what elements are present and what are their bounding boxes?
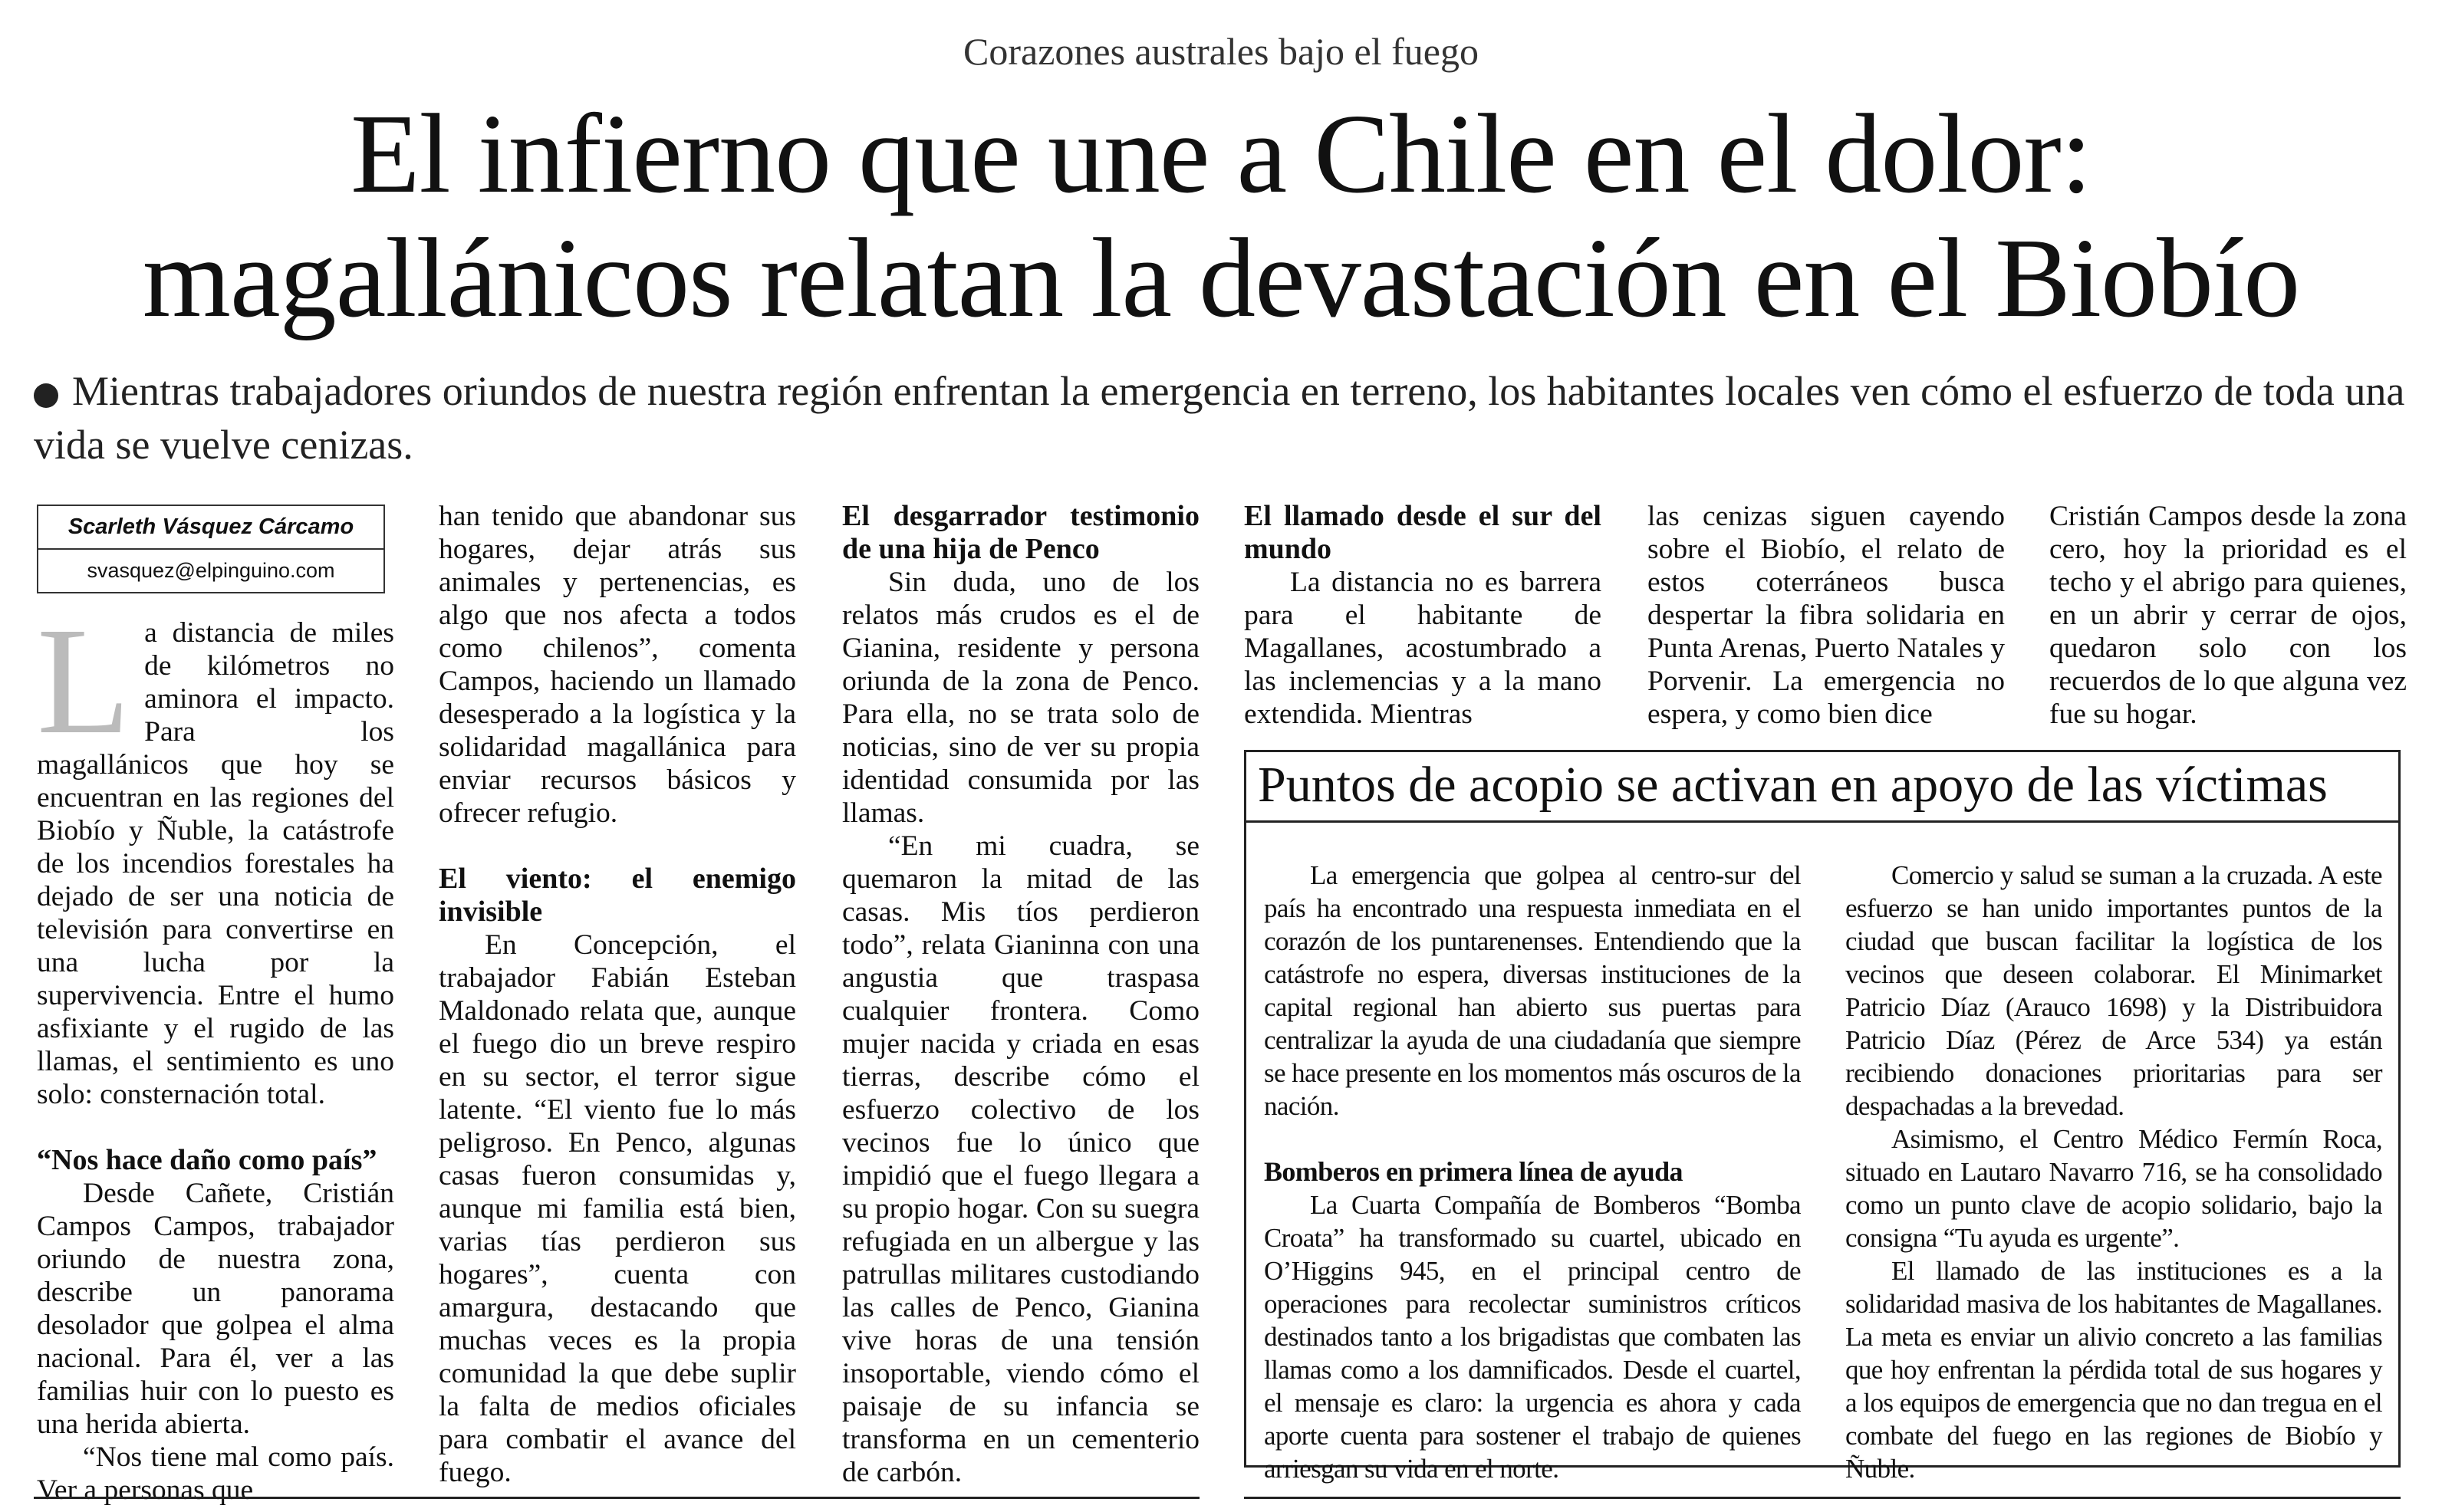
article-column-3 <box>842 500 1200 1489</box>
bullet-icon <box>34 383 58 408</box>
paragraph: “En mi cuadra, se quemaron la mitad de las casas. Mis tíos perdieron todo”, relata Gianinna con una angustia que traspasa cualquier frontera. Como mujer nacida y criada en esas tierras, describe cómo el esfuerzo colectivo de los vecinos fue lo único que impidió que el fuego llegara a su propio hogar. Con su suegra refugiada en un albergue y las patrullas militares custodiando las calles de Penco, Gianina vive horas de una tensión insoportable, viendo cómo el paisaje de su infancia se transforma en un cementerio de carbón. <box>842 830 1200 1488</box>
subheading-bomberos: Bomberos en primera línea de ayuda <box>1264 1156 1683 1187</box>
paragraph: La Cuarta Compañía de Bomberos “Bomba Croata” ha transformado su cuartel, ubicado en O’Higgins 945, en el principal centro de operaciones para recolectar suministros críticos destinados tanto a los brigadistas que combaten las llamas como a los damnificados. Desde el cuartel, el mensaje es claro: la urgencia es ahora y cada aporte cuenta para sostener el trabajo de quienes arriesgan su vida en el norte. <box>1264 1190 1801 1484</box>
article-column-4 <box>1244 500 1601 731</box>
paragraph: Sin duda, uno de los relatos más crudos es el de Gianina, residente y persona oriunda de la zona de Penco. Para ella, no se trata solo de noticias, sino de ver su propia identidad consumida por las llamas. <box>842 567 1200 829</box>
paragraph: La emergencia que golpea al centro-sur del país ha encontrado una respuesta inmediata en el corazón de los puntarenenses. Entendiendo que la catástrofe no espera, diversas instituciones de la capital regional han abierto sus puertas para centralizar la ayuda de una ciudadanía que siempre se hace presente en los momentos más oscuros de la nación. <box>1264 860 1801 1121</box>
drop-cap: L <box>37 597 131 766</box>
lead-paragraph: a distancia de miles de kilómetros no aminora el impacto. Para los magallánicos que hoy se encuentran en las regiones del Biobío y Ñuble, la catástrofe de los incendios forestales ha dejado de ser una noticia de televisión para convertirse en una lucha por la supervivencia. Entre el humo asfixiante y el rugido de las llamas, el sentimiento es uno solo: consternación total. <box>37 617 394 1110</box>
deck-text: Mientras trabajadores oriundos de nuestra región enfrentan la emergencia en terreno, los habitantes locales ven cómo el esfuerzo de toda una vida se vuelve cenizas. <box>34 368 2405 468</box>
paragraph: Cristián Campos desde la zona cero, hoy la prioridad es el techo y el abrigo para quienes, en un abrir y cerrar de ojos, quedaron solo con los recuerdos de lo que alguna vez fue su hogar. <box>2049 501 2407 730</box>
divider <box>1244 1497 2401 1499</box>
paragraph: En Concepción, el trabajador Fabián Esteban Maldonado relata que, aunque el fuego dio un breve respiro en su sector, el terror sigue latente. “El viento fue lo más peligroso. En Penco, algunas casas fueron consumidas y, aunque mi familia está bien, varias tías perdieron sus hogares”, cuenta con amargura, destacando que muchas veces es la propia comunidad la que debe suplir la falta de medios oficiales para combatir el avance del fuego. <box>439 929 796 1488</box>
paragraph: Comercio y salud se suman a la cruzada. A este esfuerzo se han unido importantes puntos de la ciudad que buscan facilitar la logística de los vecinos que deseen colaborar. El Minimarket Patricio Díaz (Arauco 1698) y la Distribuidora Patricio Díaz (Pérez de Arce 534) ya están recibiendo donaciones prioritarias para ser despachadas a la brevedad. <box>1845 860 2382 1121</box>
byline-email: svasquez@elpinguino.com <box>87 559 335 582</box>
deck <box>34 364 2411 472</box>
paragraph: han tenido que abandonar sus hogares, dejar atrás sus animales y pertenencias, es algo que nos afecta a todos como chilenos”, comenta Campos, haciendo un llamado desesperado a la logística y la solidaridad magallánica para enviar recursos básicos y ofrecer refugio. <box>439 501 796 829</box>
paragraph: La distancia no es barrera para el habitante de Magallanes, acostumbrado a las inclemencias y a la mano extendida. Mientras <box>1244 567 1601 730</box>
subheading-testimonio: El desgarrador testimonio de una hija de Penco <box>842 500 1200 565</box>
sidebar-box-title: Puntos de acopio se activan en apoyo de las víctimas <box>1258 757 2328 813</box>
headline-line-2: magallánicos relatan la devastación en el Biobío <box>142 215 2300 341</box>
divider <box>34 1497 1200 1499</box>
subheading-el-viento: El viento: el enemigo invisible <box>439 863 796 928</box>
article-column-2 <box>439 500 796 1489</box>
article-column-6 <box>2049 500 2407 731</box>
subheading-nos-hace-dano: “Nos hace daño como país” <box>37 1144 377 1176</box>
subheading-llamado: El llamado desde el sur del mundo <box>1244 500 1601 565</box>
sidebar-column-right <box>1845 859 2382 1485</box>
headline <box>46 92 2396 340</box>
section-kicker: Corazones australes bajo el fuego <box>963 30 1479 73</box>
paragraph: “Nos tiene mal como país. Ver a personas que <box>37 1441 394 1506</box>
byline <box>37 505 385 593</box>
paragraph: El llamado de las instituciones es a la solidaridad masiva de los habitantes de Magallanes. La meta es enviar un alivio concreto a las familias que hoy enfrentan la pérdida total de sus hogares y a los equipos de emergencia que no dan tregua en el combate del fuego en las regiones de Biobío y Ñuble. <box>1845 1256 2382 1484</box>
article-column-1 <box>37 505 394 1507</box>
byline-author: Scarleth Vásquez Cárcamo <box>38 506 383 550</box>
paragraph: Asimismo, el Centro Médico Fermín Roca, situado en Lautaro Navarro 716, se ha consolidado como un punto clave de acopio solidario, bajo la consigna “Tu ayuda es urgente”. <box>1845 1124 2382 1253</box>
divider <box>1244 820 2401 823</box>
paragraph: Desde Cañete, Cristián Campos Campos, trabajador oriundo de nuestra zona, describe un panorama desolador que golpea el alma nacional. Para él, ver a las familias huir con lo puesto es una herida abierta. <box>37 1178 394 1440</box>
sidebar-column-left <box>1264 859 1801 1485</box>
headline-line-1: El infierno que une a Chile en el dolor: <box>351 91 2091 217</box>
article-column-5 <box>1647 500 2005 731</box>
paragraph: las cenizas siguen cayendo sobre el Biobío, el relato de estos coterráneos busca despertar la fibra solidaria en Punta Arenas, Puerto Natales y Porvenir. La emergencia no espera, y como bien dice <box>1647 501 2005 730</box>
